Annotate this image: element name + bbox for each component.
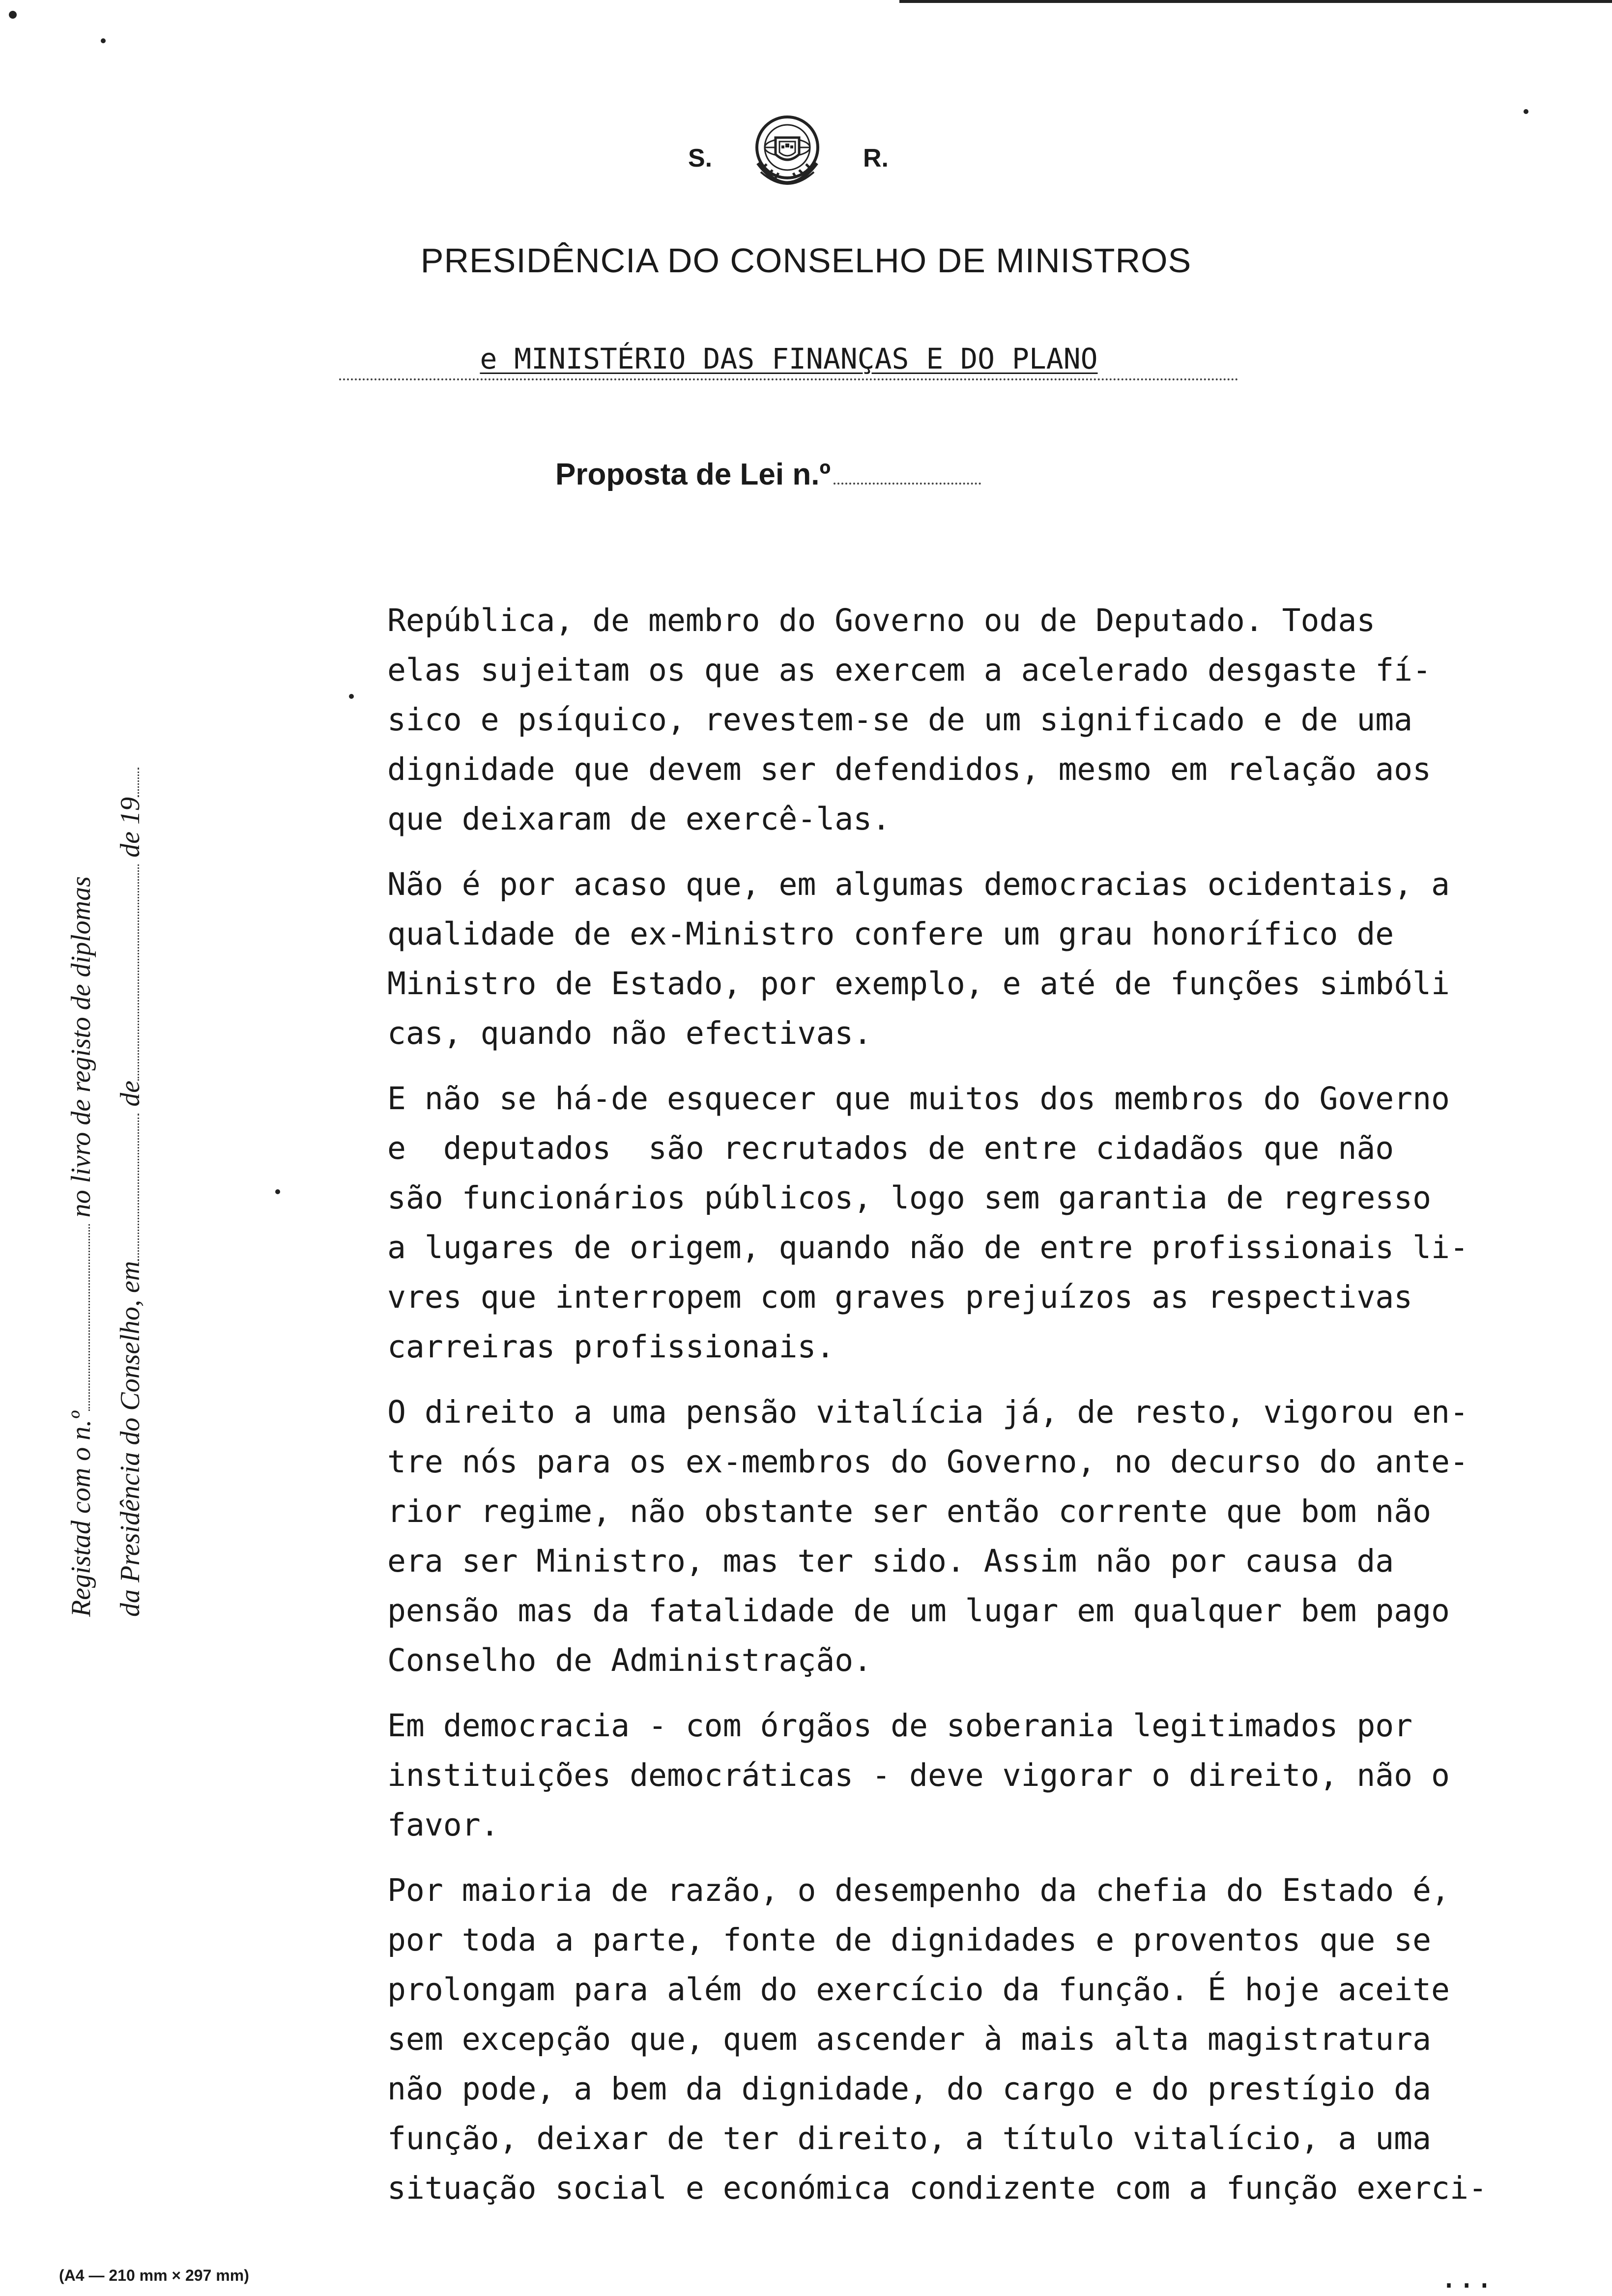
page-title: PRESIDÊNCIA DO CONSELHO DE MINISTROS bbox=[420, 241, 1192, 280]
header-letter-s: S. bbox=[688, 144, 713, 172]
speck bbox=[9, 11, 17, 19]
speck bbox=[1524, 109, 1528, 114]
header-letter-r: R. bbox=[863, 144, 889, 172]
text-line: tre nós para os ex-membros do Governo, no decurso do ante- bbox=[387, 1444, 1468, 1480]
registration-line-2 bbox=[106, 762, 155, 1617]
speck bbox=[101, 38, 106, 43]
text-line: favor. bbox=[387, 1807, 499, 1843]
text-line: carreiras profissionais. bbox=[387, 1329, 835, 1365]
text-line: que deixaram de exercê-las. bbox=[387, 801, 891, 837]
text-line: situação social e económica condizente com a função exerci- bbox=[387, 2170, 1487, 2206]
text-line: por toda a parte, fonte de dignidades e proventos que se bbox=[387, 1922, 1432, 1958]
text-line: prolongam para além do exercício da função. É hoje aceite bbox=[387, 1972, 1450, 2008]
text-line: elas sujeitam os que as exercem a acelerado desgaste fí- bbox=[387, 652, 1432, 688]
text-line: não pode, a bem da dignidade, do cargo e do prestígio da bbox=[387, 2071, 1432, 2107]
body-text bbox=[387, 596, 1537, 2229]
text-line: dignidade que devem ser defendidos, mesmo em relação aos bbox=[387, 751, 1432, 787]
top-edge-rule bbox=[899, 0, 1612, 3]
text-line: pensão mas da fatalidade de um lugar em qualquer bem pago bbox=[387, 1593, 1450, 1629]
text-line: E não se há-de esquecer que muitos dos membros do Governo bbox=[387, 1081, 1450, 1117]
proposal-label: Proposta de Lei n.º bbox=[555, 458, 831, 491]
text-line: sico e psíquico, revestem-se de um significado e de uma bbox=[387, 702, 1413, 738]
text-line: era ser Ministro, mas ter sido. Assim não por causa da bbox=[387, 1543, 1394, 1579]
registration-year-label: de 19 bbox=[115, 797, 145, 858]
text-line: Conselho de Administração. bbox=[387, 1642, 872, 1678]
text-line: instituições democráticas - deve vigorar o direito, não o bbox=[387, 1757, 1450, 1793]
text-line: vres que interropem com graves prejuízos as respectivas bbox=[387, 1279, 1413, 1315]
text-line: Não é por acaso que, em algumas democracias ocidentais, a bbox=[387, 866, 1450, 902]
registration-number-blank bbox=[69, 1224, 90, 1411]
text-line: cas, quando não efectivas. bbox=[387, 1015, 872, 1051]
registration-number-label: com o n.º bbox=[66, 1411, 96, 1514]
registration-label: Registad bbox=[66, 1521, 96, 1617]
paragraph bbox=[387, 1387, 1537, 1685]
text-line: Por maioria de razão, o desempenho da chefia do Estado é, bbox=[387, 1872, 1450, 1908]
text-line: a lugares de origem, quando não de entre profissionais li- bbox=[387, 1230, 1468, 1265]
ministry-line bbox=[339, 339, 1238, 380]
text-line: República, de membro do Governo ou de Deputado. Todas bbox=[387, 603, 1376, 638]
proposal-number bbox=[555, 457, 981, 492]
registration-margin-note bbox=[57, 762, 194, 1617]
paper-format-note: (A4 — 210 mm × 297 mm) bbox=[59, 2267, 249, 2284]
registration-book-label: no livro de registo de diplomas bbox=[66, 876, 96, 1218]
registration-date-label: da Presidência do Conselho, em bbox=[115, 1261, 145, 1617]
proposal-number-blank bbox=[834, 483, 981, 485]
coat-of-arms-seal bbox=[743, 109, 832, 198]
coat-of-arms-icon bbox=[743, 109, 832, 198]
paragraph bbox=[387, 1701, 1537, 1850]
ministry-name: e MINISTÉRIO DAS FINANÇAS E DO PLANO bbox=[480, 342, 1098, 375]
continuation-marker: ... bbox=[1440, 2261, 1494, 2295]
text-line: função, deixar de ter direito, a título vitalício, a uma bbox=[387, 2121, 1432, 2156]
text-line: e deputados são recrutados de entre cidadãos que não bbox=[387, 1130, 1394, 1166]
text-line: rior regime, não obstante ser então corrente que bom não bbox=[387, 1493, 1432, 1529]
text-line: qualidade de ex-Ministro confere um grau honorífico de bbox=[387, 916, 1394, 952]
text-line: Ministro de Estado, por exemplo, e até de funções simbóli bbox=[387, 966, 1450, 1002]
paragraph bbox=[387, 596, 1537, 844]
registration-month-blank bbox=[118, 864, 139, 1081]
text-line: O direito a uma pensão vitalícia já, de resto, vigorou en- bbox=[387, 1394, 1468, 1430]
speck bbox=[275, 1189, 280, 1194]
paragraph bbox=[387, 1074, 1537, 1372]
text-line: são funcionários públicos, logo sem garantia de regresso bbox=[387, 1180, 1432, 1216]
registration-de-label: de bbox=[115, 1080, 145, 1107]
text-line: Em democracia - com órgãos de soberania legitimados por bbox=[387, 1708, 1413, 1744]
text-line: sem excepção que, quem ascender à mais alta magistratura bbox=[387, 2021, 1432, 2057]
registration-year-blank bbox=[118, 768, 139, 797]
registration-day-blank bbox=[118, 1114, 139, 1261]
speck bbox=[349, 694, 354, 699]
paragraph bbox=[387, 1866, 1537, 2213]
registration-line-1 bbox=[57, 762, 106, 1617]
paragraph bbox=[387, 860, 1537, 1058]
